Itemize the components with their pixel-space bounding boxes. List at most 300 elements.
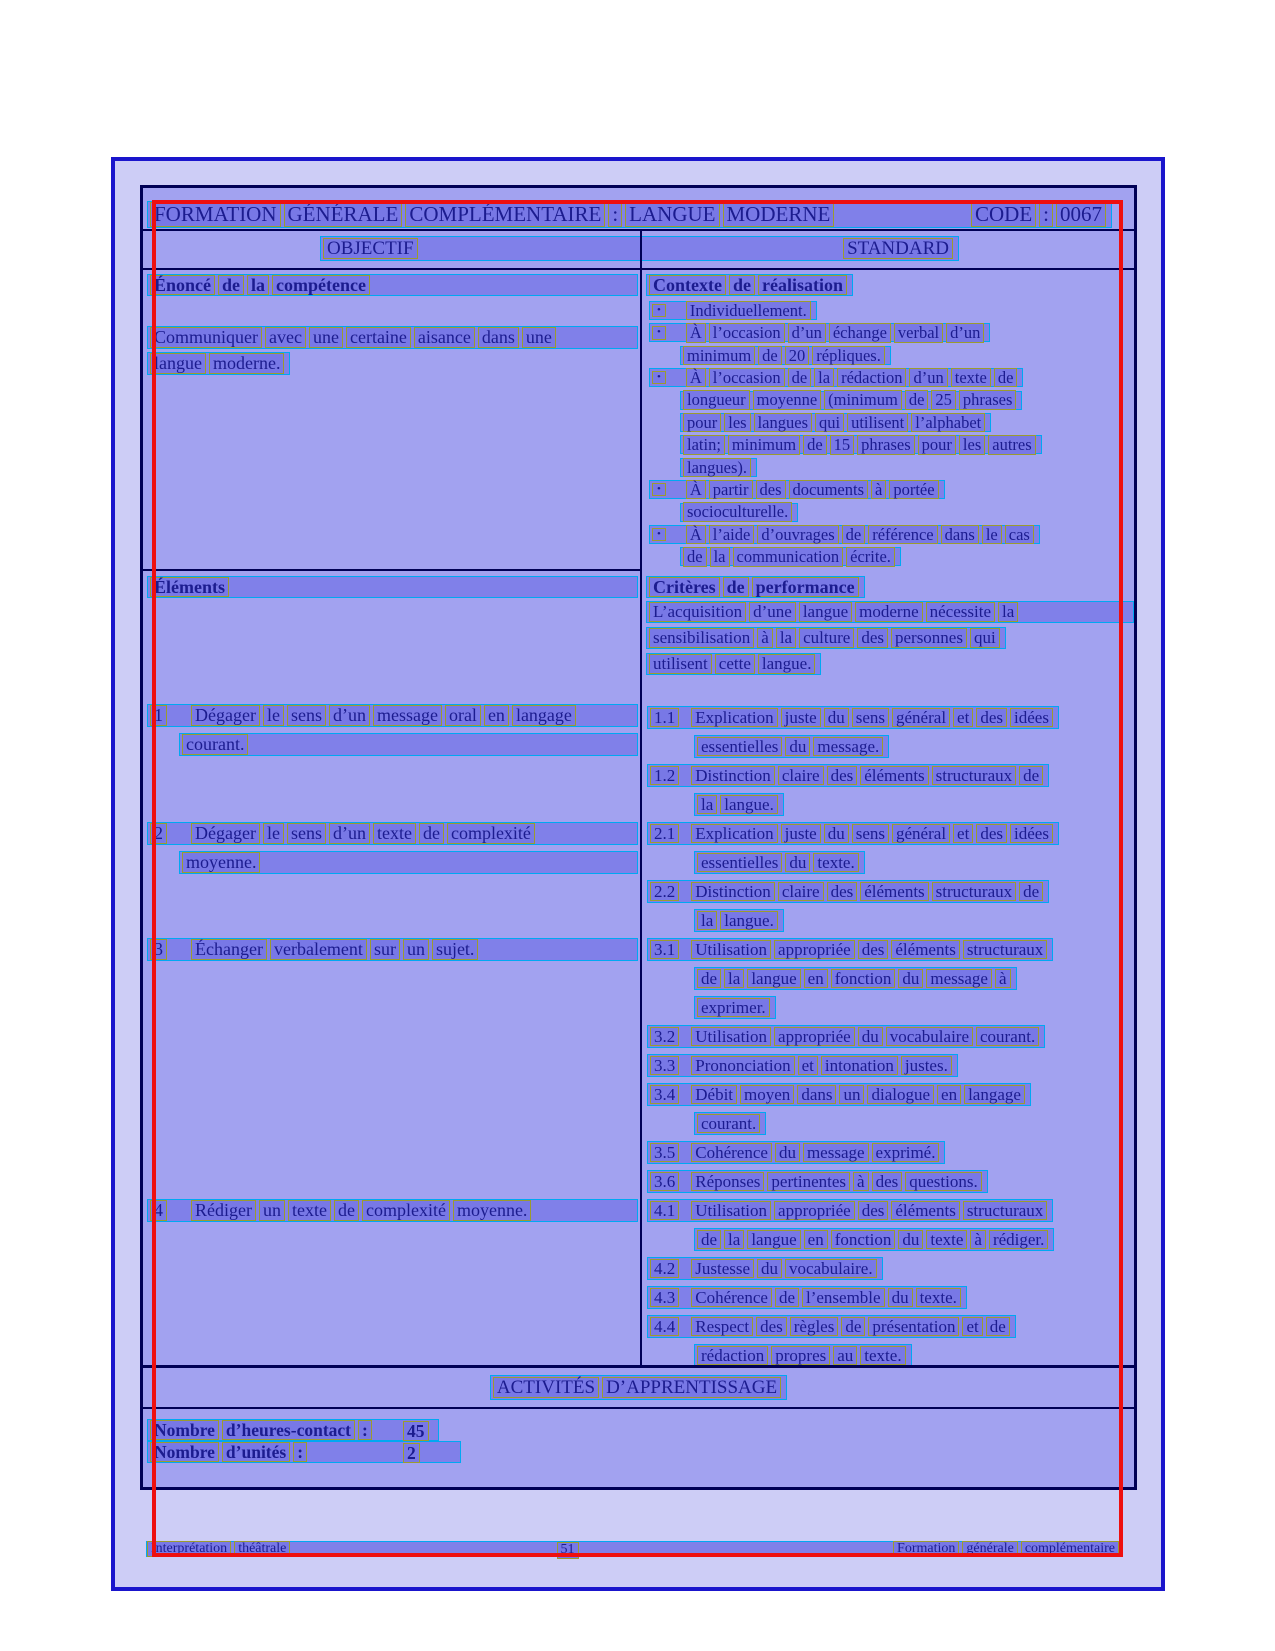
contexte-bullet-3-line bbox=[680, 435, 1042, 454]
word: COMPLÉMENTAIRE bbox=[405, 202, 605, 226]
word: d’ouvrages bbox=[757, 525, 838, 544]
word: langue. bbox=[720, 795, 778, 815]
word: d’un bbox=[909, 368, 947, 387]
word: un bbox=[403, 939, 429, 960]
crit-num-word: 3.5 bbox=[650, 1143, 679, 1163]
word: le bbox=[263, 823, 284, 844]
word: la bbox=[697, 911, 717, 931]
word: dialogue bbox=[867, 1085, 934, 1105]
word: rédaction bbox=[837, 368, 906, 387]
word: nécessite bbox=[926, 602, 995, 622]
word: du bbox=[888, 1288, 913, 1308]
word: en bbox=[804, 1230, 828, 1250]
word: de bbox=[788, 368, 812, 387]
word: la bbox=[814, 368, 834, 387]
word: théâtrale bbox=[234, 1541, 290, 1558]
crit-num-word: 4.3 bbox=[650, 1288, 679, 1308]
word: cette bbox=[715, 654, 755, 674]
word: sujet. bbox=[432, 939, 479, 960]
crit-num-word: 4.4 bbox=[650, 1317, 679, 1337]
word: 45 bbox=[403, 1421, 429, 1441]
word: les bbox=[959, 435, 985, 454]
word: texte. bbox=[813, 853, 858, 873]
hours-units-band bbox=[143, 1409, 1134, 1490]
word: présentation bbox=[868, 1317, 959, 1337]
word: courant. bbox=[697, 1114, 760, 1134]
critere-4.2-line bbox=[647, 1257, 883, 1280]
word: qui bbox=[815, 413, 844, 432]
criteres-intro-line bbox=[646, 627, 1006, 649]
word: essentielles bbox=[697, 853, 782, 873]
crit-num-word: 2.1 bbox=[650, 824, 679, 844]
word: répliques. bbox=[812, 346, 885, 365]
word: à bbox=[757, 628, 773, 648]
word: du bbox=[898, 969, 923, 989]
crit-num-word: 1.1 bbox=[650, 708, 679, 728]
word: Cohérence bbox=[691, 1288, 772, 1308]
word: minimum bbox=[683, 346, 755, 365]
word: avec bbox=[265, 327, 306, 348]
word: la bbox=[247, 275, 269, 296]
word: claire bbox=[778, 882, 824, 902]
element-3-line bbox=[147, 938, 638, 961]
table-title-strip bbox=[147, 201, 1112, 228]
word: l’aide bbox=[709, 525, 755, 544]
word: 25 bbox=[931, 390, 956, 409]
word: éléments bbox=[860, 882, 928, 902]
word: sens bbox=[287, 705, 326, 726]
word: des bbox=[872, 1172, 903, 1192]
word: au bbox=[833, 1346, 857, 1366]
word: d’un bbox=[788, 323, 826, 342]
critere-4.3-line bbox=[647, 1286, 967, 1309]
word: Explication bbox=[691, 824, 777, 844]
word: langue bbox=[150, 353, 206, 374]
crit-num-word: 4.1 bbox=[650, 1201, 679, 1221]
word: de bbox=[218, 275, 244, 296]
word: la bbox=[697, 795, 717, 815]
contexte-bullet-4-line bbox=[649, 480, 945, 499]
word: Réponses bbox=[691, 1172, 764, 1192]
word: À bbox=[686, 368, 706, 387]
word: de bbox=[841, 1317, 865, 1337]
word: langue bbox=[799, 602, 852, 622]
word: sens bbox=[852, 708, 889, 728]
word: sens bbox=[852, 824, 889, 844]
word: longueur bbox=[683, 390, 750, 409]
critere-4.1-line bbox=[694, 1228, 1054, 1251]
objectif-column bbox=[143, 268, 640, 1368]
word: et bbox=[962, 1317, 982, 1337]
word: la bbox=[710, 547, 730, 566]
word: la bbox=[998, 602, 1018, 622]
word: de bbox=[1019, 882, 1043, 902]
word: un bbox=[259, 1200, 285, 1221]
contexte-bullet-5-line bbox=[649, 525, 1040, 544]
element-2-line bbox=[147, 822, 638, 845]
word: des bbox=[756, 1317, 787, 1337]
word: Justesse bbox=[691, 1259, 754, 1279]
word: : bbox=[358, 1420, 372, 1440]
word: du bbox=[775, 1143, 800, 1163]
word: de bbox=[803, 435, 827, 454]
word: claire bbox=[778, 766, 824, 786]
word: du bbox=[824, 824, 849, 844]
page-footer-strip bbox=[146, 1541, 1123, 1557]
word: de bbox=[723, 577, 749, 598]
word: documents bbox=[789, 480, 869, 499]
criteres-header-line bbox=[646, 576, 865, 598]
word: Individuellement. bbox=[686, 301, 811, 320]
word: éléments bbox=[860, 766, 928, 786]
critere-3.4-line bbox=[694, 1112, 766, 1135]
word: de bbox=[683, 547, 707, 566]
word: des bbox=[858, 1201, 889, 1221]
word: MODERNE bbox=[723, 202, 835, 226]
competency-table bbox=[140, 185, 1137, 1490]
footer-right-wrap bbox=[893, 1541, 1122, 1558]
word: texte. bbox=[860, 1346, 905, 1366]
contexte-bullet-1-line bbox=[649, 301, 817, 320]
units-value-wrap bbox=[403, 1443, 423, 1464]
word: Rédiger bbox=[191, 1200, 256, 1221]
word: général bbox=[892, 824, 950, 844]
word: : bbox=[1039, 202, 1053, 226]
word: Utilisation bbox=[691, 1201, 771, 1221]
word: LANGUE bbox=[625, 202, 719, 226]
contexte-bullet-2-line bbox=[649, 323, 990, 342]
word: Échanger bbox=[191, 939, 267, 960]
word: et bbox=[953, 708, 973, 728]
blt-mark-word: • bbox=[652, 483, 666, 497]
word: vocabulaire bbox=[886, 1027, 973, 1047]
word: structuraux bbox=[932, 766, 1016, 786]
word: d’unités bbox=[222, 1442, 290, 1462]
critere-1.2-line bbox=[647, 764, 1049, 787]
criteres-intro-line bbox=[646, 653, 821, 675]
critere-3.1-line bbox=[694, 967, 1017, 990]
divider-above-elements bbox=[143, 569, 640, 571]
word: Dégager bbox=[191, 705, 260, 726]
critere-2.1-line bbox=[694, 851, 865, 874]
word: langue. bbox=[720, 911, 778, 931]
critere-4.4-line bbox=[694, 1344, 912, 1367]
word: 0067 bbox=[1056, 202, 1106, 226]
word: latin; bbox=[683, 435, 725, 454]
critere-4.4-line bbox=[647, 1315, 1016, 1338]
word: minimum bbox=[728, 435, 800, 454]
word: des bbox=[756, 480, 786, 499]
word: du bbox=[757, 1259, 782, 1279]
word: référence bbox=[868, 525, 937, 544]
word: d’un bbox=[946, 323, 984, 342]
word: de bbox=[905, 390, 929, 409]
critere-1.1-line bbox=[694, 735, 889, 758]
word: portée bbox=[889, 480, 938, 499]
word: du bbox=[824, 708, 849, 728]
word: écrite. bbox=[846, 547, 895, 566]
word: intonation bbox=[821, 1056, 898, 1076]
word: et bbox=[798, 1056, 818, 1076]
criteres-intro-line bbox=[646, 601, 1134, 623]
word: appropriée bbox=[774, 1027, 855, 1047]
word: performance bbox=[752, 577, 859, 598]
word: Communiquer bbox=[150, 327, 262, 348]
blt-mark-word: • bbox=[652, 528, 666, 542]
word: message bbox=[373, 705, 442, 726]
word: la bbox=[776, 628, 796, 648]
word: D’APPRENTISSAGE bbox=[602, 1377, 781, 1399]
word: des bbox=[858, 940, 889, 960]
word: propres bbox=[771, 1346, 830, 1366]
word: un bbox=[839, 1085, 864, 1105]
word: langue bbox=[747, 1230, 800, 1250]
word: langage bbox=[512, 705, 576, 726]
word: ACTIVITÉS bbox=[493, 1377, 599, 1399]
word: rédaction bbox=[697, 1346, 768, 1366]
crit-num-word: 3.4 bbox=[650, 1085, 679, 1105]
word: l’occasion bbox=[709, 323, 785, 342]
word: Distinction bbox=[691, 882, 775, 902]
word: complexité bbox=[447, 823, 535, 844]
word: des bbox=[827, 766, 858, 786]
word: dans bbox=[478, 327, 519, 348]
word: à bbox=[871, 480, 886, 499]
word: de bbox=[729, 275, 755, 296]
word: idées bbox=[1010, 708, 1053, 728]
word: d’un bbox=[329, 823, 370, 844]
word: appropriée bbox=[774, 940, 855, 960]
word: à bbox=[853, 1172, 869, 1192]
word: texte bbox=[926, 1230, 967, 1250]
word: 15 bbox=[830, 435, 855, 454]
word: général bbox=[892, 708, 950, 728]
word: Respect bbox=[691, 1317, 753, 1337]
word: message bbox=[803, 1143, 869, 1163]
divider-under-headers bbox=[143, 268, 1134, 270]
blt-mark-word: • bbox=[652, 304, 666, 318]
word: exprimer. bbox=[697, 998, 770, 1018]
word: structuraux bbox=[963, 940, 1047, 960]
word: texte. bbox=[916, 1288, 961, 1308]
word: aisance bbox=[414, 327, 475, 348]
word: Énoncé bbox=[150, 275, 215, 296]
critere-3.3-line bbox=[647, 1054, 958, 1077]
word: structuraux bbox=[963, 1201, 1047, 1221]
word: moyenne bbox=[753, 390, 821, 409]
activities-band bbox=[143, 1365, 1134, 1409]
standard-column bbox=[640, 268, 1136, 1368]
word: des bbox=[976, 824, 1007, 844]
word: questions. bbox=[905, 1172, 981, 1192]
word: Distinction bbox=[691, 766, 775, 786]
word: langage bbox=[964, 1085, 1025, 1105]
word: en bbox=[484, 705, 509, 726]
critere-3.4-line bbox=[647, 1083, 1031, 1106]
word: Nombre bbox=[150, 1442, 219, 1462]
critere-4.1-line bbox=[647, 1199, 1053, 1222]
word: compétence bbox=[272, 275, 370, 296]
num-word: 3 bbox=[150, 939, 167, 960]
word: d’une bbox=[749, 602, 796, 622]
word: le bbox=[982, 525, 1002, 544]
crit-num-word: 1.2 bbox=[650, 766, 679, 786]
word: Dégager bbox=[191, 823, 260, 844]
word: de bbox=[697, 969, 721, 989]
word: appropriée bbox=[774, 1201, 855, 1221]
word: l’alphabet bbox=[911, 413, 985, 432]
word: de bbox=[419, 823, 444, 844]
word: pour bbox=[918, 435, 956, 454]
word: moyenne. bbox=[182, 852, 260, 873]
word: des bbox=[857, 628, 888, 648]
critere-3.1-line bbox=[694, 996, 776, 1019]
contexte-bullet-4-line bbox=[680, 503, 798, 522]
word: message bbox=[926, 969, 992, 989]
critere-3.6-line bbox=[647, 1170, 988, 1193]
word: À bbox=[686, 525, 706, 544]
word: 51 bbox=[557, 1542, 579, 1559]
page-frame bbox=[111, 157, 1165, 1591]
word: STANDARD bbox=[843, 238, 953, 260]
crit-num-word: 3.1 bbox=[650, 940, 679, 960]
word: dans bbox=[797, 1085, 836, 1105]
contexte-bullet-3-line bbox=[680, 391, 1022, 410]
divider-under-title bbox=[143, 229, 1134, 231]
word: fonction bbox=[831, 1230, 896, 1250]
critere-2.1-line bbox=[647, 822, 1059, 845]
word: fonction bbox=[831, 969, 896, 989]
word: langues bbox=[754, 413, 812, 432]
word: du bbox=[785, 737, 810, 757]
word: moyen bbox=[740, 1085, 794, 1105]
word: qui bbox=[970, 628, 1000, 648]
crit-num-word: 3.6 bbox=[650, 1172, 679, 1192]
contexte-header-line bbox=[646, 274, 853, 296]
word: Explication bbox=[691, 708, 777, 728]
crit-num-word: 3.3 bbox=[650, 1056, 679, 1076]
word: autres bbox=[988, 435, 1035, 454]
word: moderne. bbox=[209, 353, 284, 374]
word: de bbox=[842, 525, 866, 544]
word: du bbox=[785, 853, 810, 873]
word: de bbox=[994, 368, 1018, 387]
critere-1.1-line bbox=[647, 706, 1059, 729]
word: langues). bbox=[683, 458, 751, 477]
word: : bbox=[293, 1442, 307, 1462]
word: de bbox=[758, 346, 782, 365]
critere-3.5-line bbox=[647, 1141, 945, 1164]
word: texte bbox=[288, 1200, 331, 1221]
crit-num-word: 4.2 bbox=[650, 1259, 679, 1279]
word: juste bbox=[781, 708, 821, 728]
word: à bbox=[995, 969, 1011, 989]
word: pertinentes bbox=[767, 1172, 850, 1192]
word: du bbox=[898, 1230, 923, 1250]
word: utilisent bbox=[649, 654, 712, 674]
word: FORMATION bbox=[150, 202, 281, 226]
word: sensibilisation bbox=[649, 628, 754, 648]
word: personnes bbox=[891, 628, 967, 648]
enonce-header-line bbox=[147, 274, 638, 296]
word: verbal bbox=[894, 323, 943, 342]
critere-1.2-line bbox=[694, 793, 784, 816]
contexte-bullet-3-line bbox=[680, 458, 757, 477]
word: Prononciation bbox=[691, 1056, 794, 1076]
word: d’heures-contact bbox=[222, 1420, 355, 1440]
word: exprimé. bbox=[872, 1143, 940, 1163]
element-2-line bbox=[179, 851, 638, 874]
num-word: 1 bbox=[150, 705, 167, 726]
word: partir bbox=[709, 480, 753, 499]
word: Utilisation bbox=[691, 1027, 771, 1047]
crit-num-word: 3.2 bbox=[650, 1027, 679, 1047]
word: courant. bbox=[182, 734, 248, 755]
word: sur bbox=[370, 939, 400, 960]
contexte-bullet-3-line bbox=[680, 413, 991, 432]
word: 2 bbox=[403, 1443, 420, 1463]
word: en bbox=[804, 969, 828, 989]
word: dans bbox=[941, 525, 979, 544]
word: : bbox=[608, 202, 622, 226]
blt-mark-word: • bbox=[652, 371, 666, 385]
critere-2.2-line bbox=[694, 909, 784, 932]
word: rédiger. bbox=[989, 1230, 1048, 1250]
word: 20 bbox=[785, 346, 810, 365]
word: la bbox=[724, 969, 744, 989]
units-strip bbox=[147, 1441, 461, 1463]
word: en bbox=[937, 1085, 961, 1105]
blt-mark-word: • bbox=[652, 326, 666, 340]
word: complexité bbox=[362, 1200, 450, 1221]
activities-strip bbox=[490, 1375, 787, 1400]
critere-2.2-line bbox=[647, 880, 1049, 903]
element-1-line bbox=[147, 704, 638, 727]
word: culture bbox=[799, 628, 854, 648]
word: moyenne. bbox=[453, 1200, 531, 1221]
word: l’ensemble bbox=[802, 1288, 885, 1308]
contact-hours-strip bbox=[147, 1419, 439, 1441]
footer-page-number-wrap bbox=[557, 1542, 582, 1559]
word: de bbox=[775, 1288, 799, 1308]
word: idées bbox=[1010, 824, 1053, 844]
word: vocabulaire. bbox=[785, 1259, 877, 1279]
word: de bbox=[697, 1230, 721, 1250]
num-word: 2 bbox=[150, 823, 167, 844]
word: du bbox=[858, 1027, 883, 1047]
word: socioculturelle. bbox=[683, 502, 792, 521]
word: une bbox=[522, 327, 556, 348]
word: Critères bbox=[649, 577, 720, 598]
contexte-bullet-5-line bbox=[680, 547, 901, 566]
column-divider bbox=[640, 229, 642, 1365]
word: de bbox=[986, 1317, 1010, 1337]
word: juste bbox=[781, 824, 821, 844]
word: sens bbox=[287, 823, 326, 844]
word: éléments bbox=[891, 940, 959, 960]
word: utilisent bbox=[847, 413, 908, 432]
word: pour bbox=[683, 413, 721, 432]
word: Formation bbox=[893, 1541, 959, 1558]
num-word: 4 bbox=[150, 1200, 167, 1221]
word: des bbox=[827, 882, 858, 902]
word: le bbox=[263, 705, 284, 726]
word: certaine bbox=[346, 327, 411, 348]
word: les bbox=[724, 413, 750, 432]
word: texte bbox=[951, 368, 991, 387]
word: générale bbox=[962, 1541, 1017, 1558]
word: Cohérence bbox=[691, 1143, 772, 1163]
